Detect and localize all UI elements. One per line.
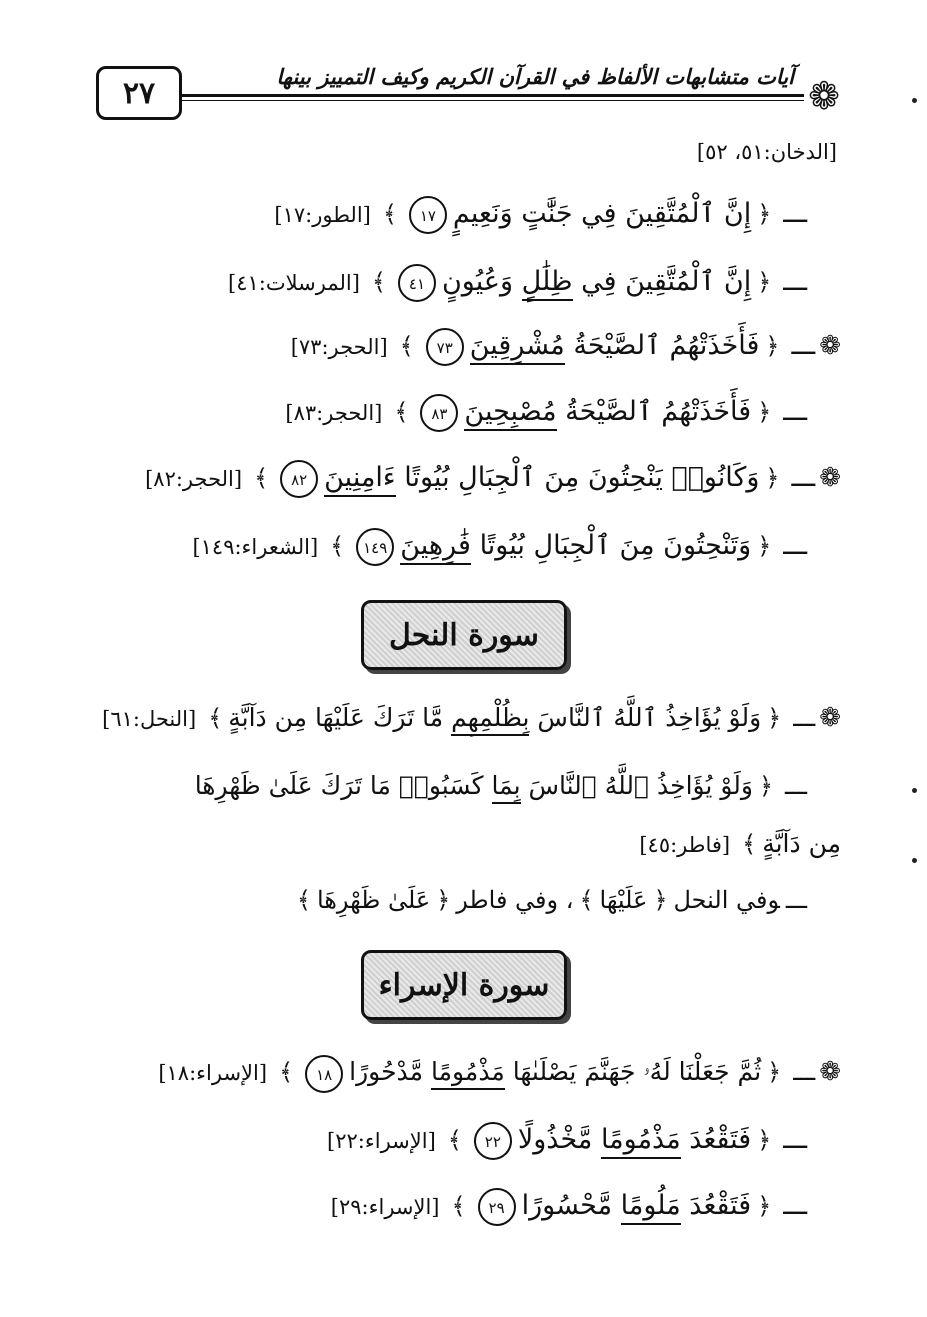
underlined-word: فَٰرِهِينَ <box>400 530 471 565</box>
underlined-word: مَذْمُومًا <box>431 1057 505 1090</box>
verse-reference: [فاطر:٤٥] <box>639 833 731 857</box>
verse-reference: [الحجر:٨٣] <box>285 401 383 425</box>
ayah-number: ١٧ <box>409 196 447 234</box>
underlined-word: مَلُومًا <box>621 1190 681 1225</box>
verse-line: ❁ـــ﴿وَلَوْ يُؤَاخِذُ ٱللَّهُ ٱلنَّاسَ بِظُلْمِهِم مَّا تَرَكَ عَلَيْهَا مِن دَآبَّةٍ﴾[النحل:٦١] <box>102 698 841 739</box>
verse-line: ❁ـــ﴿فَأَخَذَتْهُمُ ٱلصَّيْحَةُ مُشْرِقِينَ٧٣﴾[الحجر:٧٣] <box>291 326 841 367</box>
ayah-number: ٢٩ <box>478 1188 516 1226</box>
ayah-number: ٧٣ <box>426 328 464 366</box>
underlined-word: مُصْبِحِينَ <box>464 396 556 431</box>
verse-reference: [الحجر:٧٣] <box>290 335 388 359</box>
verse-line-continued: مِن دَآبَّةٍ﴾[فاطر:٤٥] <box>639 829 841 858</box>
header-rule <box>182 94 804 97</box>
verse-line: ـــ﴿إِنَّ ٱلْمُتَّقِينَ فِي جَنَّٰتٍ وَنَعِيمٍ١٧﴾[الطور:١٧] <box>274 194 807 235</box>
verse-line: ـــ﴿إِنَّ ٱلْمُتَّقِينَ فِي ظِلَٰلٍ وَعُيُونٍ٤١﴾[المرسلات:٤١] <box>228 262 807 303</box>
page-header <box>96 64 844 128</box>
top-reference: [الدخان:٥١، ٥٢] <box>696 140 837 164</box>
verse-line: ـــ﴿فَتَقْعُدَ مَلُومًا مَّحْسُورًا٢٩﴾[الإسراء:٢٩] <box>331 1186 807 1227</box>
margin-dot <box>912 788 917 793</box>
verse-line: ـــ﴿فَتَقْعُدَ مَذْمُومًا مَّخْذُولًا٢٢﴾[الإسراء:٢٢] <box>327 1120 807 1161</box>
rosette-icon: ❁ <box>819 331 841 361</box>
underlined-word: مَذْمُومًا <box>601 1124 681 1159</box>
underlined-word: بِظُلْمِهِم <box>451 703 529 736</box>
rosette-icon: ❁ <box>808 74 840 118</box>
ayah-number: ٤١ <box>398 264 436 302</box>
verse-line: ـــ﴿وَتَنْحِتُونَ مِنَ ٱلْجِبَالِ بُيُوتًا فَٰرِهِينَ١٤٩﴾[الشعراء:١٤٩] <box>192 526 807 567</box>
verse-reference: [النحل:٦١] <box>102 707 197 731</box>
verse-reference: [الحجر:٨٢] <box>145 467 243 491</box>
verse-reference: [الشعراء:١٤٩] <box>192 535 319 559</box>
ayah-number: ٨٢ <box>280 460 318 498</box>
ayah-number: ٨٣ <box>420 394 458 432</box>
rosette-icon: ❁ <box>819 463 841 493</box>
page-number: ٢٧ <box>96 66 182 120</box>
margin-dot <box>912 858 917 863</box>
verse-reference: [الإسراء:٢٢] <box>327 1129 436 1153</box>
comparison-note: ـــوفي النحل﴿عَلَيْهَا﴾، وفي فاطر﴿عَلَىٰ ظَهْرِهَا﴾ <box>296 886 807 914</box>
verse-line: ❁ـــ﴿وَكَانُوا۟ يَنْحِتُونَ مِنَ ٱلْجِبَالِ بُيُوتًا ءَامِنِينَ٨٢﴾[الحجر:٨٢] <box>145 458 841 499</box>
verse-line: ـــ﴿فَأَخَذَتْهُمُ ٱلصَّيْحَةُ مُصْبِحِينَ٨٣﴾[الحجر:٨٣] <box>285 392 807 433</box>
rosette-icon: ❁ <box>819 1057 841 1087</box>
ayah-number: ١٨ <box>305 1055 343 1093</box>
underlined-word: بِمَا <box>492 771 521 804</box>
verse-line: ❁ـــ﴿ثُمَّ جَعَلْنَا لَهُۥ جَهَنَّمَ يَصْلَىٰهَا مَذْمُومًا مَّدْحُورًا١٨﴾[الإسراء:١٨] <box>158 1052 841 1093</box>
ayah-number: ٢٢ <box>474 1122 512 1160</box>
verse-reference: [المرسلات:٤١] <box>228 271 360 295</box>
header-rule-thin <box>182 100 804 101</box>
verse-line: ـــ﴿وَلَوْ يُؤَاخِذُ ٱللَّهُ ٱلنَّاسَ بِمَا كَسَبُوا۟ مَا تَرَكَ عَلَىٰ ظَهْرِهَا <box>195 766 807 806</box>
surah-heading-isra: سورة الإسراء <box>361 950 567 1020</box>
verse-reference: [الإسراء:١٨] <box>158 1061 268 1085</box>
verse-reference: [الطور:١٧] <box>274 203 371 227</box>
running-title: آيات متشابهات الألفاظ في القرآن الكريم وكيف التمييز بينها <box>276 64 794 89</box>
underlined-word: ظِلَٰلٍ <box>522 266 573 301</box>
margin-dot <box>912 98 917 103</box>
verse-reference: [الإسراء:٢٩] <box>330 1195 440 1219</box>
underlined-word: ءَامِنِينَ <box>324 462 396 497</box>
surah-heading-nahl: سورة النحل <box>361 600 567 670</box>
ayah-number: ١٤٩ <box>356 528 394 566</box>
rosette-icon: ❁ <box>819 703 841 733</box>
underlined-word: مُشْرِقِينَ <box>470 330 565 365</box>
